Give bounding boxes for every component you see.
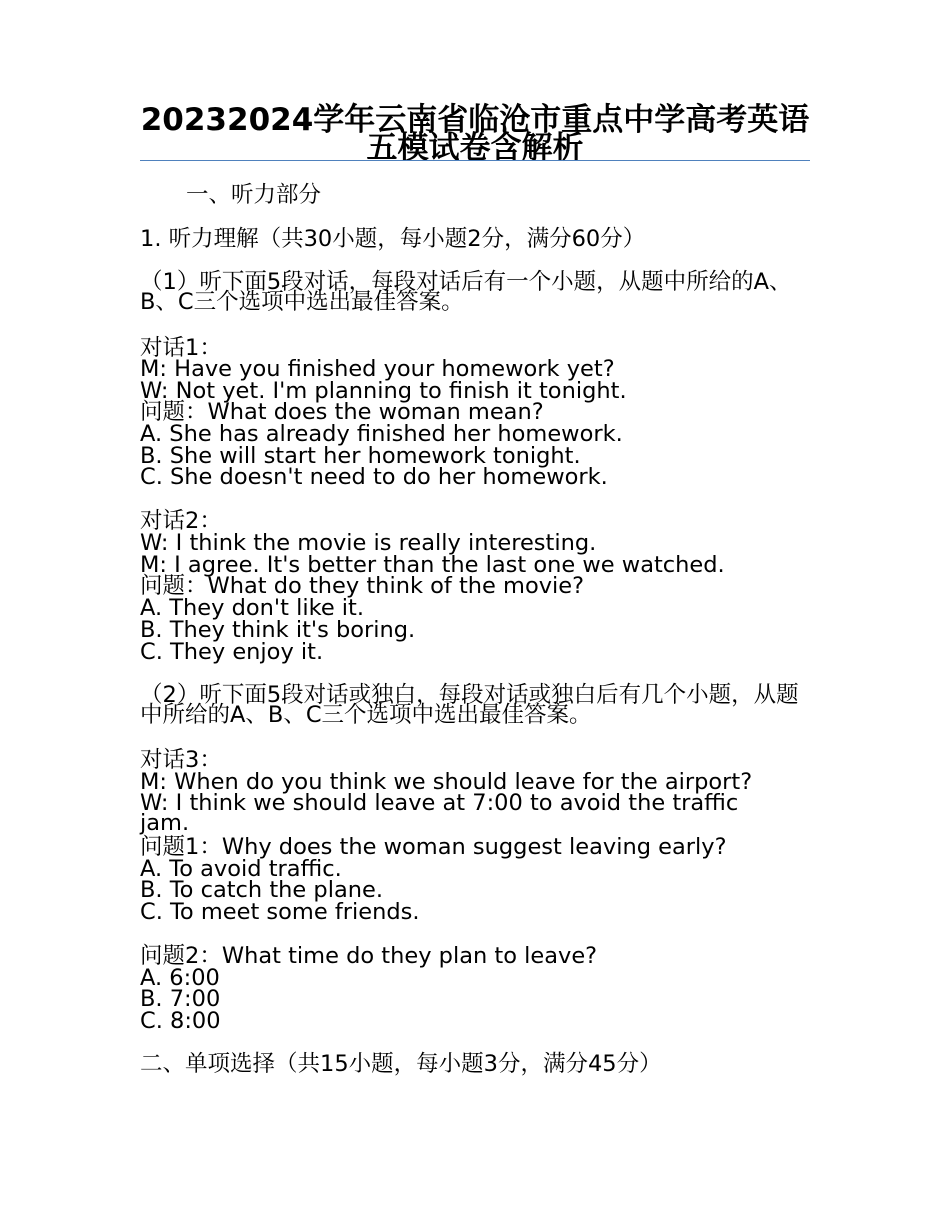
title-underline xyxy=(140,160,810,161)
dialogue-3-woman-line: W: I think we should leave at 7:00 to avoid the traffic jam. xyxy=(140,790,739,836)
dialogue-3-question-1-option-a: A. To avoid traffic. xyxy=(140,856,342,882)
section-heading-listening: 一、听力部分 xyxy=(186,182,322,208)
dialogue-2-question: 问题：What do they think of the movie? xyxy=(140,573,585,599)
dialogue-2-woman-line: W: I think the movie is really interesting. xyxy=(140,530,597,556)
dialogue-2-man-line: M: I agree. It's better than the last one we watched. xyxy=(140,552,725,578)
dialogue-1-label: 对话1： xyxy=(140,335,222,361)
dialogue-1-option-b: B. She will start her homework tonight. xyxy=(140,443,581,469)
document-title: 20232024学年云南省临沧市重点中学高考英语五模试卷含解析 xyxy=(140,102,810,166)
dialogue-2-label: 对话2： xyxy=(140,508,222,534)
instruction-part-1: （1）听下面5段对话，每段对话后有一个小题，从题中所给的A、B、C三个选项中选出最佳答案。 xyxy=(140,269,792,315)
dialogue-3-man-line: M: When do you think we should leave for the airport? xyxy=(140,769,753,795)
dialogue-3-label: 对话3： xyxy=(140,747,222,773)
dialogue-2-option-a: A. They don't like it. xyxy=(140,595,365,621)
section-heading-single-choice: 二、单项选择（共15小题，每小题3分，满分45分） xyxy=(140,1051,662,1077)
dialogue-2-option-c: C. They enjoy it. xyxy=(140,639,324,665)
dialogue-3-question-1-option-b: B. To catch the plane. xyxy=(140,877,383,903)
dialogue-1-option-a: A. She has already finished her homework. xyxy=(140,421,623,447)
dialogue-2-option-b: B. They think it's boring. xyxy=(140,617,416,643)
dialogue-3-question-2-option-c: C. 8:00 xyxy=(140,1008,221,1034)
dialogue-3-question-1-option-c: C. To meet some friends. xyxy=(140,899,420,925)
dialogue-1-option-c: C. She doesn't need to do her homework. xyxy=(140,464,608,490)
dialogue-1-woman-line: W: Not yet. I'm planning to finish it tonight. xyxy=(140,378,627,404)
dialogue-3-question-1: 问题1：Why does the woman suggest leaving early? xyxy=(140,834,727,860)
dialogue-1-man-line: M: Have you finished your homework yet? xyxy=(140,356,615,382)
part-heading-listening-comprehension: 1. 听力理解（共30小题，每小题2分，满分60分） xyxy=(140,226,646,252)
dialogue-1-question: 问题：What does the woman mean? xyxy=(140,399,544,425)
instruction-part-2: （2）听下面5段对话或独白，每段对话或独白后有几个小题，从题中所给的A、B、C三个选项中选出最佳答案。 xyxy=(140,682,799,728)
dialogue-3-question-2-option-b: B. 7:00 xyxy=(140,986,221,1012)
dialogue-3-question-2-option-a: A. 6:00 xyxy=(140,965,220,991)
dialogue-3-question-2: 问题2：What time do they plan to leave? xyxy=(140,943,598,969)
